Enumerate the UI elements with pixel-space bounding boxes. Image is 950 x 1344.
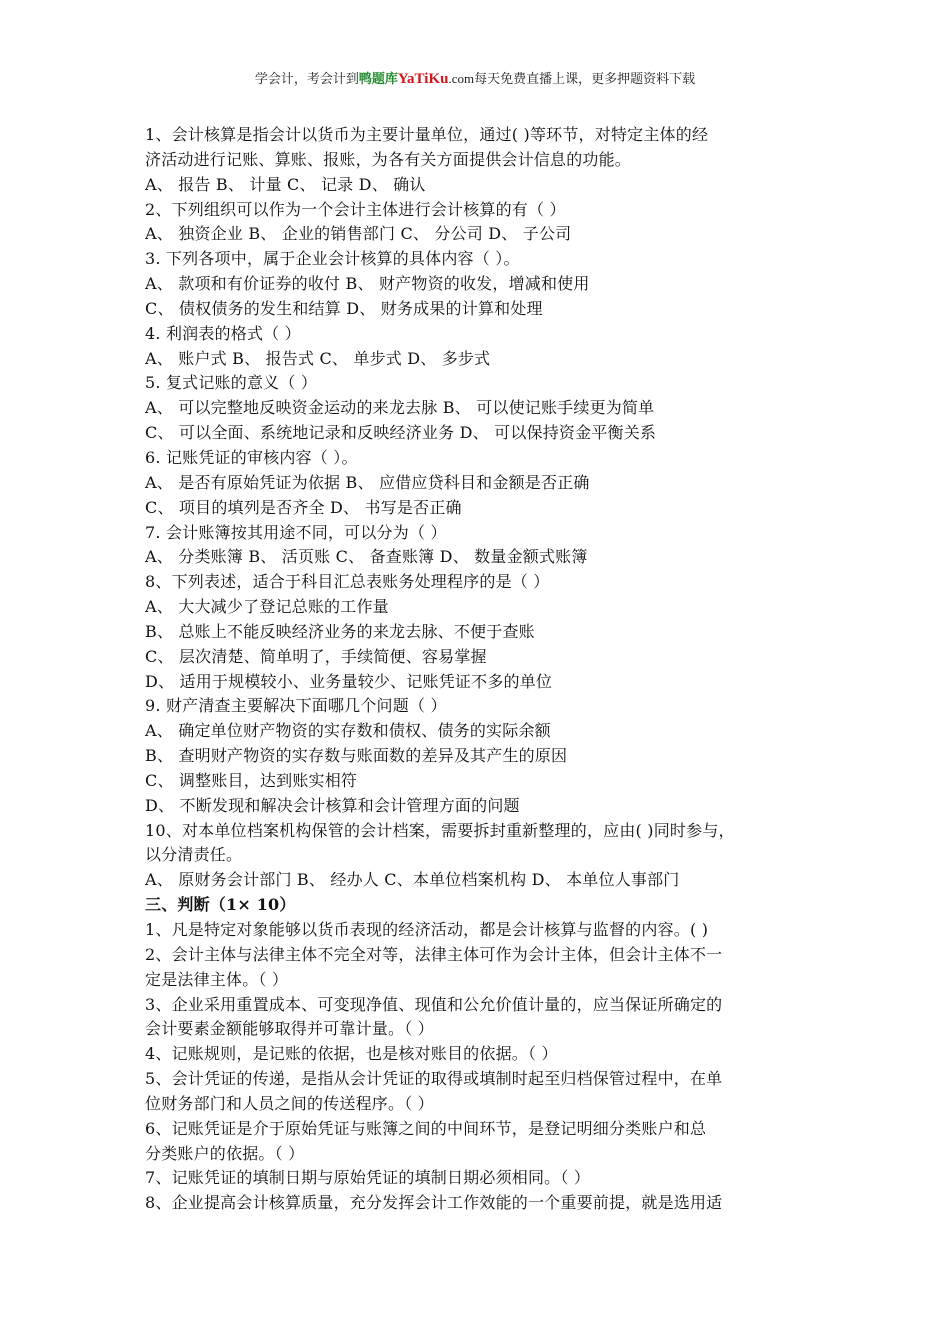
header-brand-cn: 鸭题库 [358, 72, 398, 87]
document-body [145, 123, 813, 1216]
question-1-options: A、 报告 B、 计量 C、 记录 D、 确认 [145, 174, 426, 194]
page-header [0, 68, 950, 88]
question-9-option-a: A、 确定单位财产物资的实存数和债权、债务的实际余额 [145, 721, 551, 741]
judgment-7: 7、记账凭证的填制日期与原始凭证的填制日期必须相同。（ ） [145, 1168, 591, 1188]
question-10-options: A、 原财务会计部门 B、 经办人 C、本单位档案机构 D、 本单位人事部门 [145, 870, 680, 890]
question-8-option-a: A、 大大减少了登记总账的工作量 [145, 597, 389, 617]
section-heading-judgment: 三、判断（1× 10） [145, 895, 296, 915]
question-9-option-d: D、 不断发现和解决会计核算和会计管理方面的问题 [145, 795, 520, 815]
question-8: 8、下列表述，适合于科目汇总表账务处理程序的是（ ） [145, 572, 550, 592]
question-10-line-2: 以分清责任。 [145, 845, 243, 865]
judgment-8-line-1: 8、企业提高会计核算质量，充分发挥会计工作效能的一个重要前提，就是选用适 [145, 1193, 723, 1213]
question-5: 5. 复式记账的意义（ ） [145, 373, 318, 393]
question-3-options-ab: A、 款项和有价证券的收付 B、 财产物资的收发，增减和使用 [145, 274, 590, 294]
question-4-options: A、 账户式 B、 报告式 C、 单步式 D、 多步式 [145, 348, 491, 368]
question-3: 3. 下列各项中，属于企业会计核算的具体内容（ ）。 [145, 249, 520, 269]
judgment-3-line-2: 会计要素金额能够取得并可靠计量。（ ） [145, 1019, 434, 1039]
judgment-2-line-1: 2、会计主体与法律主体不完全对等，法律主体可作为会计主体，但会计主体不一 [145, 944, 723, 964]
question-2-options: A、 独资企业 B、 企业的销售部门 C、 分公司 D、 子公司 [145, 224, 572, 244]
question-9-option-b: B、 查明财产物资的实存数与账面数的差异及其产生的原因 [145, 746, 568, 766]
judgment-2-line-2: 定是法律主体。（ ） [145, 969, 289, 989]
judgment-4: 4、记账规则，是记账的依据，也是核对账目的依据。（ ） [145, 1044, 558, 1064]
question-8-option-d: D、 适用于规模较小、业务量较少、记账凭证不多的单位 [145, 671, 553, 691]
question-6: 6. 记账凭证的审核内容（ ）。 [145, 447, 358, 467]
header-suffix: 每天免费直播上课，更多押题资料下载 [474, 72, 696, 87]
question-1-line-1: 1、会计核算是指会计以货币为主要计量单位，通过( )等环节，对特定主体的经 [145, 125, 709, 144]
question-5-options-cd: C、 可以全面、系统地记录和反映经济业务 D、 可以保持资金平衡关系 [145, 423, 657, 443]
question-3-options-cd: C、 债权债务的发生和结算 D、 财务成果的计算和处理 [145, 298, 543, 318]
judgment-3-line-1: 3、企业采用重置成本、可变现净值、现值和公允价值计量的，应当保证所确定的 [145, 994, 723, 1014]
question-5-options-ab: A、 可以完整地反映资金运动的来龙去脉 B、 可以使记账手续更为简单 [145, 398, 655, 418]
question-8-option-c: C、 层次清楚、简单明了，手续简便、容易掌握 [145, 646, 487, 666]
question-8-option-b: B、 总账上不能反映经济业务的来龙去脉、不便于查账 [145, 621, 535, 641]
question-1-line-2: 济活动进行记账、算账、报账，为各有关方面提供会计信息的功能。 [145, 149, 632, 169]
question-6-options-ab: A、 是否有原始凭证为依据 B、 应借应贷科目和金额是否正确 [145, 472, 590, 492]
question-2: 2、下列组织可以作为一个会计主体进行会计核算的有（ ） [145, 199, 566, 219]
judgment-5-line-1: 5、会计凭证的传递，是指从会计凭证的取得或填制时起至归档保管过程中，在单 [145, 1069, 723, 1089]
question-9: 9. 财产清查主要解决下面哪几个问题（ ） [145, 696, 447, 716]
question-9-option-c: C、 调整账目，达到账实相符 [145, 770, 358, 790]
question-4: 4. 利润表的格式（ ） [145, 323, 301, 343]
question-7-options: A、 分类账簿 B、 活页账 C、 备查账簿 D、 数量金额式账簿 [145, 547, 588, 567]
question-7: 7. 会计账簿按其用途不同，可以分为（ ） [145, 522, 447, 542]
header-prefix: 学会计，考会计到 [254, 72, 359, 87]
judgment-5-line-2: 位财务部门和人员之间的传送程序。（ ） [145, 1093, 434, 1113]
judgment-1: 1、凡是特定对象能够以货币表现的经济活动，都是会计核算与监督的内容。( ) [145, 920, 709, 939]
question-6-options-cd: C、 项目的填列是否齐全 D、 书写是否正确 [145, 497, 462, 517]
judgment-6-line-2: 分类账户的依据。（ ） [145, 1143, 305, 1163]
header-domain: .com [448, 71, 475, 86]
judgment-6-line-1: 6、记账凭证是介于原始凭证与账簿之间的中间环节，是登记明细分类账户和总 [145, 1118, 707, 1138]
header-brand-latin: YaTiKu [397, 71, 449, 87]
question-10-line-1: 10、对本单位档案机构保管的会计档案，需要拆封重新整理的，应由( )同时参与， [145, 820, 735, 840]
